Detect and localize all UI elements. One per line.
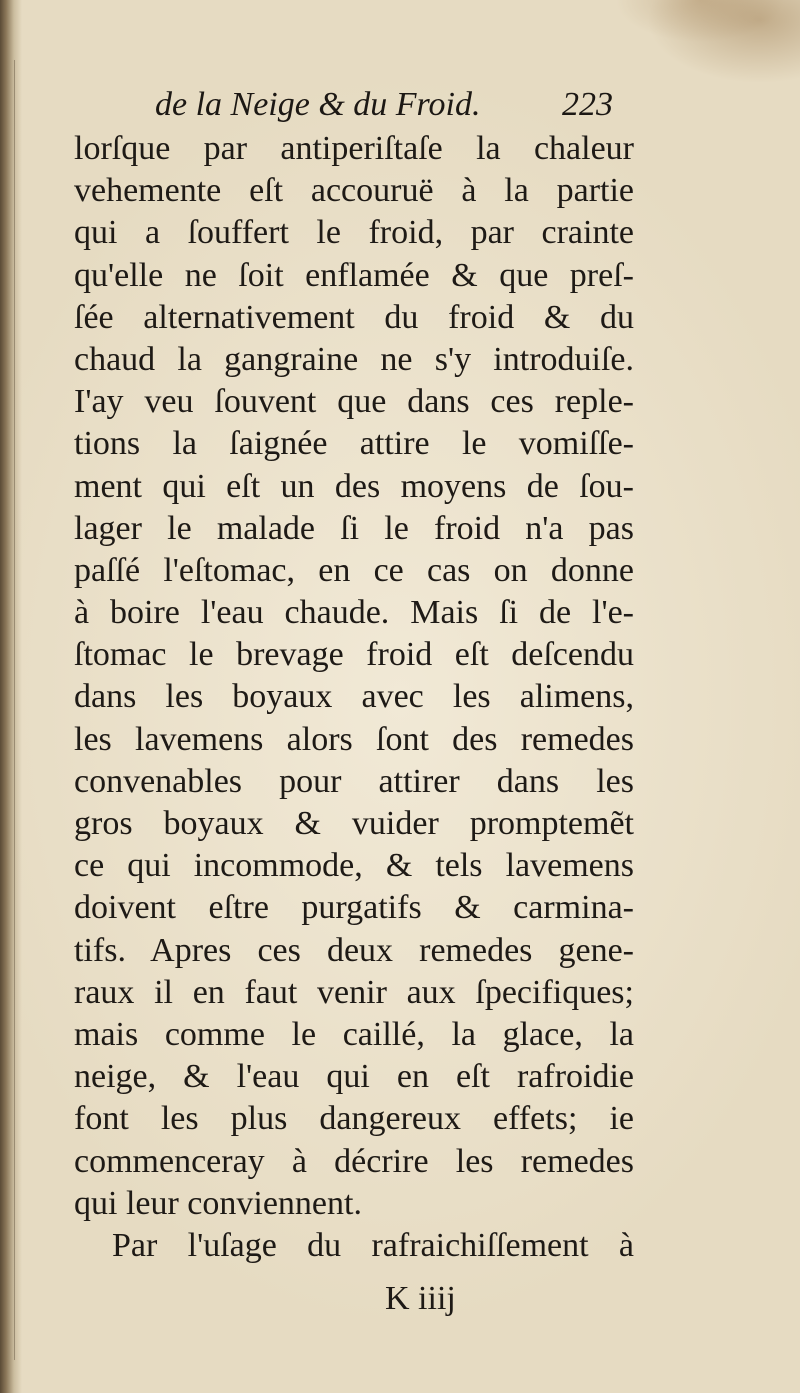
text-line: font les plus dangereux effets; ie	[74, 1100, 634, 1138]
binding-fold-line	[14, 60, 15, 1360]
text-line: qui a ſouffert le froid, par crainte	[74, 214, 634, 252]
text-line: dans les boyaux avec les alimens,	[74, 678, 634, 716]
text-line: paſſé l'eſtomac, en ce cas on donne	[74, 551, 634, 589]
text-line: ſtomac le brevage froid eſt deſcendu	[74, 636, 634, 674]
text-line: ſée alternativement du froid & du	[74, 298, 634, 336]
text-line: à boire l'eau chaude. Mais ſi de l'e-	[74, 594, 634, 632]
text-line: doivent eſtre purgatifs & carmina-	[74, 889, 634, 927]
text-line: Par l'uſage du rafraichiſſement à	[112, 1226, 634, 1264]
signature-mark: K iiij	[385, 1280, 456, 1317]
page-number: 223	[562, 86, 613, 123]
text-line: qui leur conviennent.	[74, 1184, 362, 1222]
text-line: lager le malade ſi le froid n'a pas	[74, 509, 634, 547]
text-line: I'ay veu ſouvent que dans ces reple-	[74, 383, 634, 421]
body-text	[74, 128, 634, 1267]
text-line: vehemente eſt accouruë à la partie	[74, 172, 634, 210]
text-line: ment qui eſt un des moyens de ſou-	[74, 467, 634, 505]
text-line: commenceray à décrire les remedes	[74, 1142, 634, 1180]
running-title: de la Neige & du Froid.	[155, 86, 481, 123]
text-line: ce qui incommode, & tels lavemens	[74, 847, 634, 885]
text-line: les lavemens alors ſont des remedes	[74, 720, 634, 758]
text-line: chaud la gangraine ne s'y introduiſe.	[74, 340, 634, 378]
text-line: raux il en faut venir aux ſpecifiques;	[74, 973, 634, 1011]
text-line: qu'elle ne ſoit enflamée & que preſ-	[74, 256, 634, 294]
text-line: tions la ſaignée attire le vomiſſe-	[74, 425, 634, 463]
text-line: gros boyaux & vuider promptemẽt	[74, 805, 634, 842]
text-line: neige, & l'eau qui en eſt rafroidie	[74, 1058, 634, 1096]
text-line: mais comme le caillé, la glace, la	[74, 1015, 634, 1053]
text-line: convenables pour attirer dans les	[74, 762, 634, 800]
text-line: lorſque par antiperiſtaſe la chaleur	[74, 130, 634, 167]
text-line: tifs. Apres ces deux remedes gene-	[74, 931, 634, 969]
binding-gutter	[0, 0, 22, 1393]
